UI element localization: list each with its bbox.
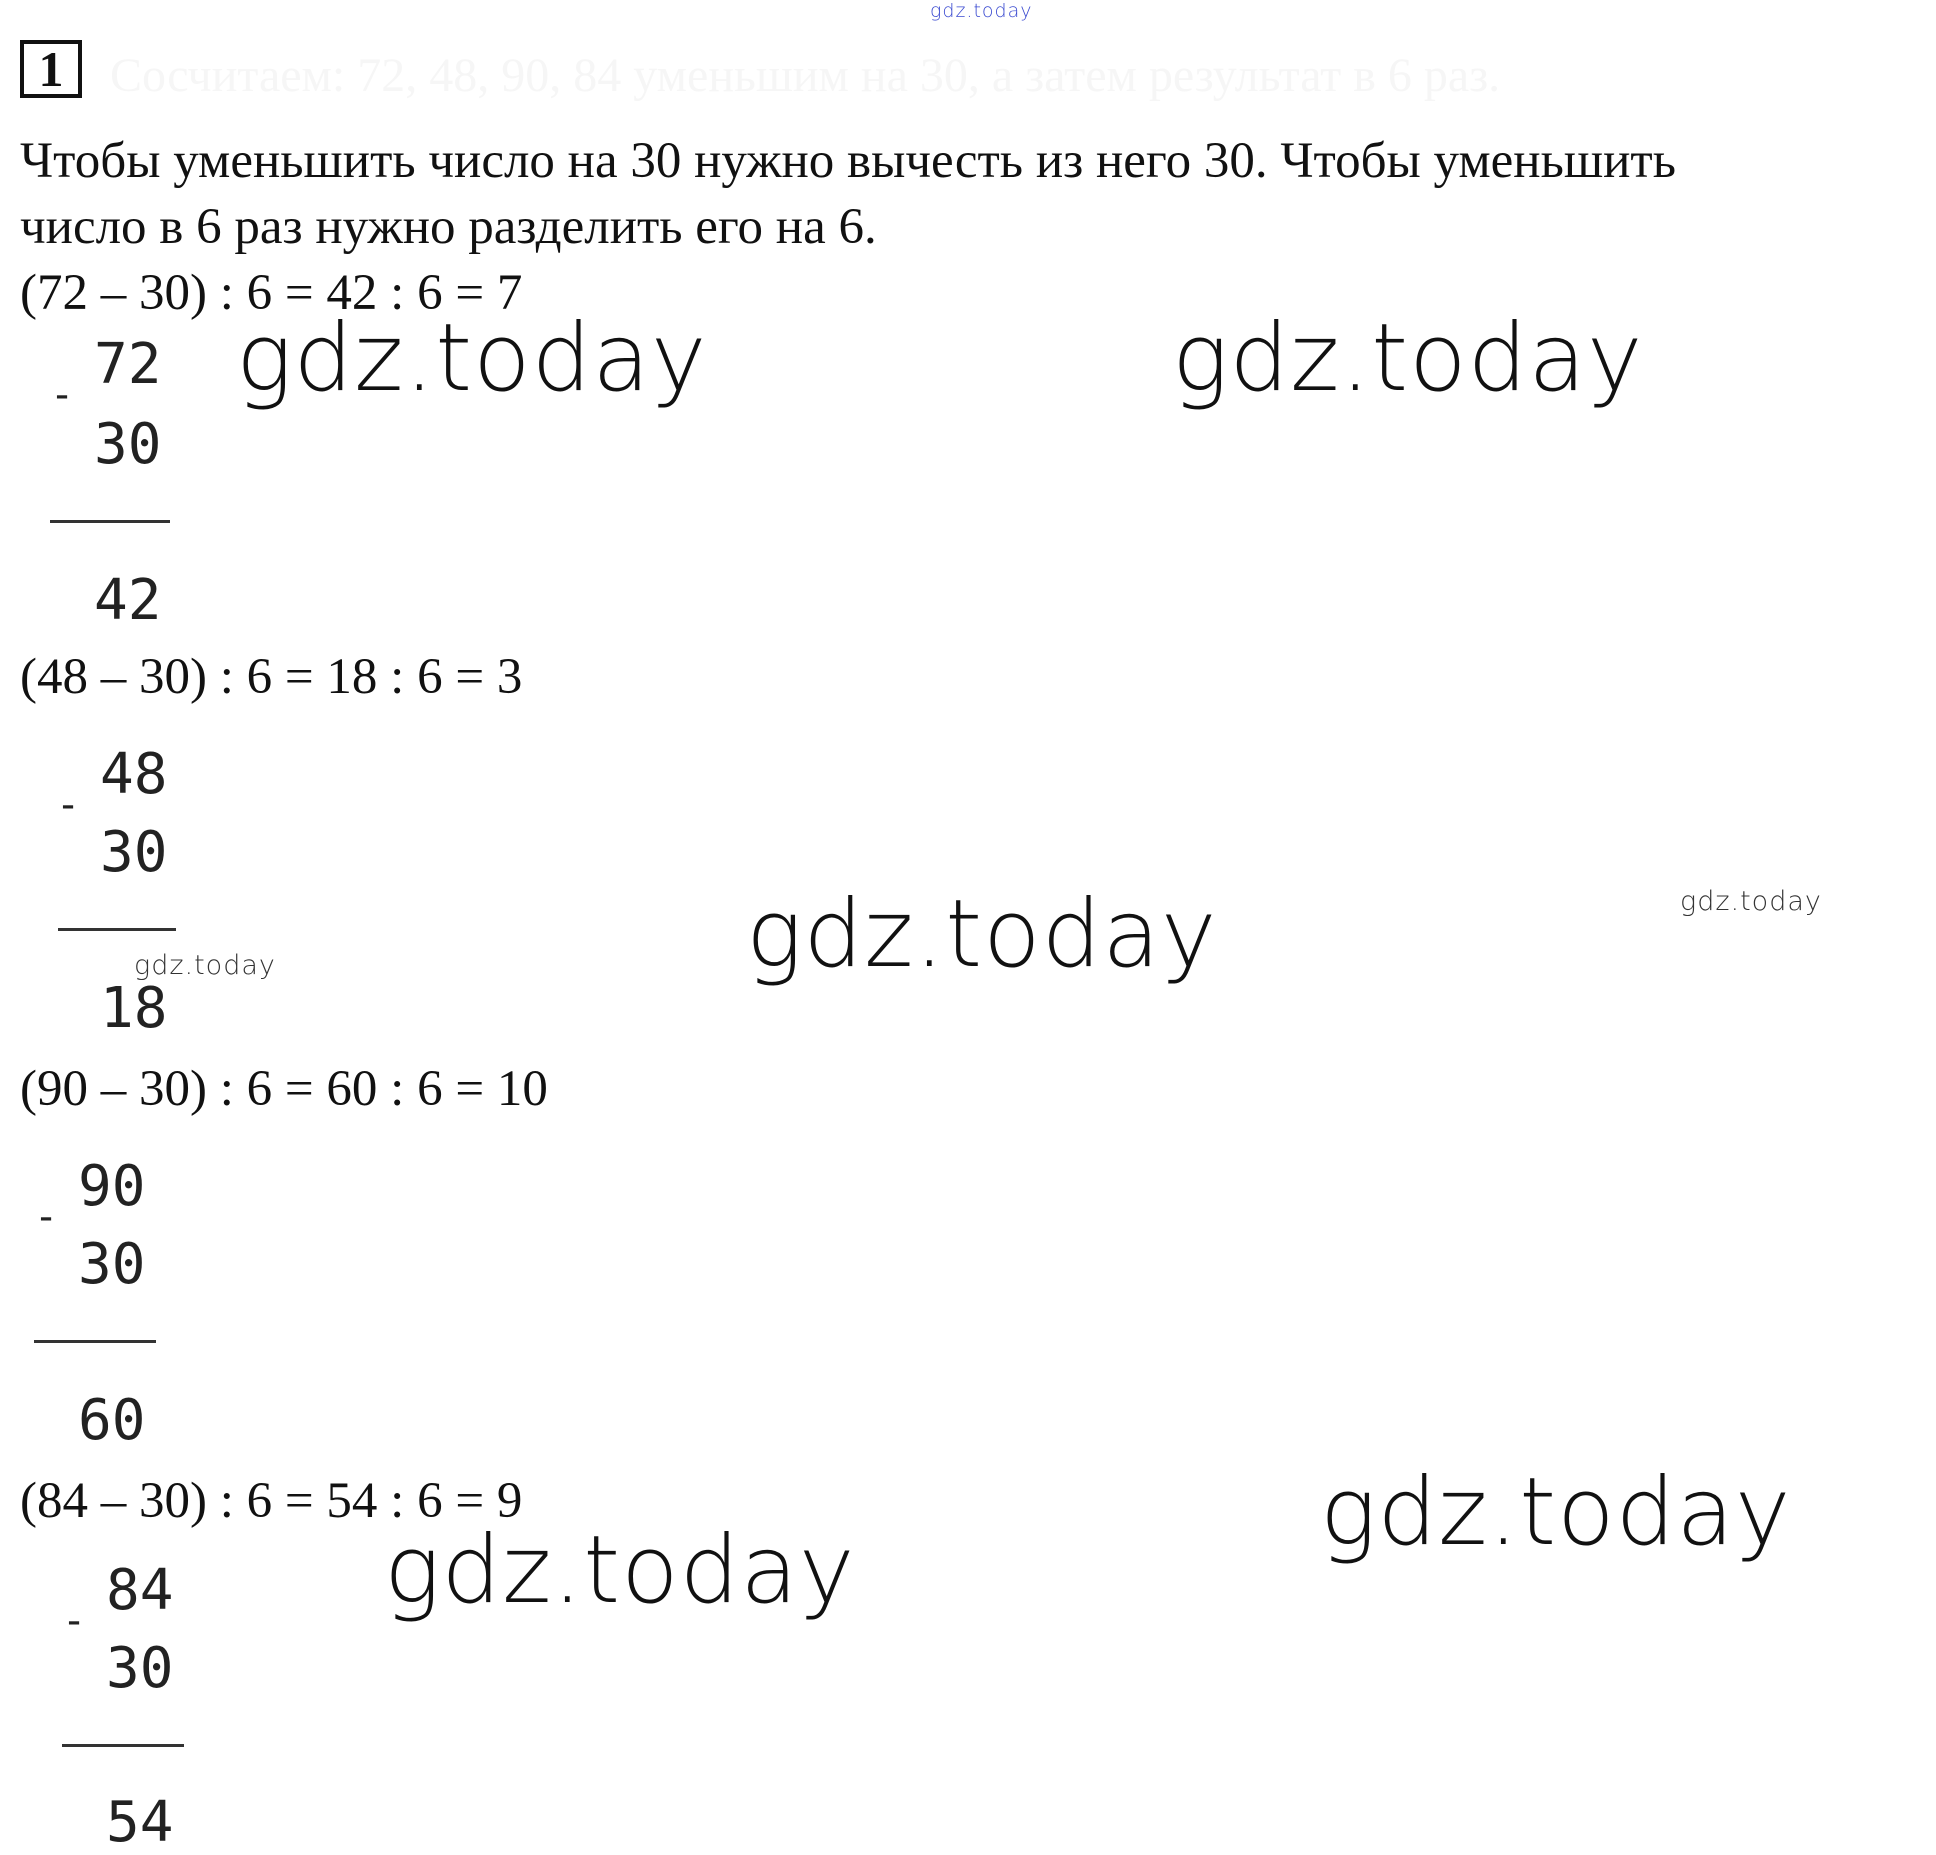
intro-line-1: Чтобы уменьшить число на 30 нужно вычесть из него 30. Чтобы уменьшить (20, 133, 1676, 189)
watermark-big-2: gdz.today (1172, 304, 1644, 413)
faded-task-text: Сосчитаем: 72, 48, 90, 84 уменьшим на 30, а затем результат в 6 раз. (110, 49, 1501, 102)
column-top-4: 84 (106, 1558, 174, 1623)
watermark-small-2: gdz.today (134, 950, 276, 981)
intro-line-2: число в 6 раз нужно разделить его на 6. (20, 199, 877, 255)
column-line-2 (58, 928, 176, 931)
task-number-box: 1 (20, 40, 82, 98)
column-result-2: 18 (100, 976, 168, 1041)
column-bottom-4: 30 (106, 1636, 174, 1701)
expression-3: (90 – 30) : 6 = 60 : 6 = 10 (20, 1061, 548, 1117)
column-line-3 (34, 1340, 156, 1343)
watermark-big-4: gdz.today (1320, 1458, 1792, 1567)
column-line-4 (62, 1744, 184, 1747)
column-top-3: 90 (78, 1154, 146, 1219)
expression-1: (72 – 30) : 6 = 42 : 6 = 7 (20, 265, 523, 321)
column-result-4: 54 (106, 1790, 174, 1855)
column-bottom-2: 30 (100, 820, 168, 885)
watermark-big-1: gdz.today (236, 304, 708, 413)
watermark-small-1: gdz.today (1680, 886, 1822, 917)
column-top-1: 72 (94, 332, 162, 397)
watermark-big-3: gdz.today (746, 880, 1218, 989)
column-top-2: 48 (100, 742, 168, 807)
expression-2: (48 – 30) : 6 = 18 : 6 = 3 (20, 649, 523, 705)
column-result-3: 60 (78, 1388, 146, 1453)
column-result-1: 42 (94, 568, 162, 633)
minus-sign-1: - (50, 372, 75, 418)
minus-sign-2: - (56, 782, 81, 828)
column-bottom-3: 30 (78, 1232, 146, 1297)
column-bottom-1: 30 (94, 412, 162, 477)
watermark-top: gdz.today (930, 0, 1033, 22)
watermark-big-5: gdz.today (384, 1516, 856, 1625)
column-line-1 (50, 520, 170, 523)
expression-4: (84 – 30) : 6 = 54 : 6 = 9 (20, 1473, 523, 1529)
minus-sign-4: - (62, 1598, 87, 1644)
minus-sign-3: - (34, 1194, 59, 1240)
